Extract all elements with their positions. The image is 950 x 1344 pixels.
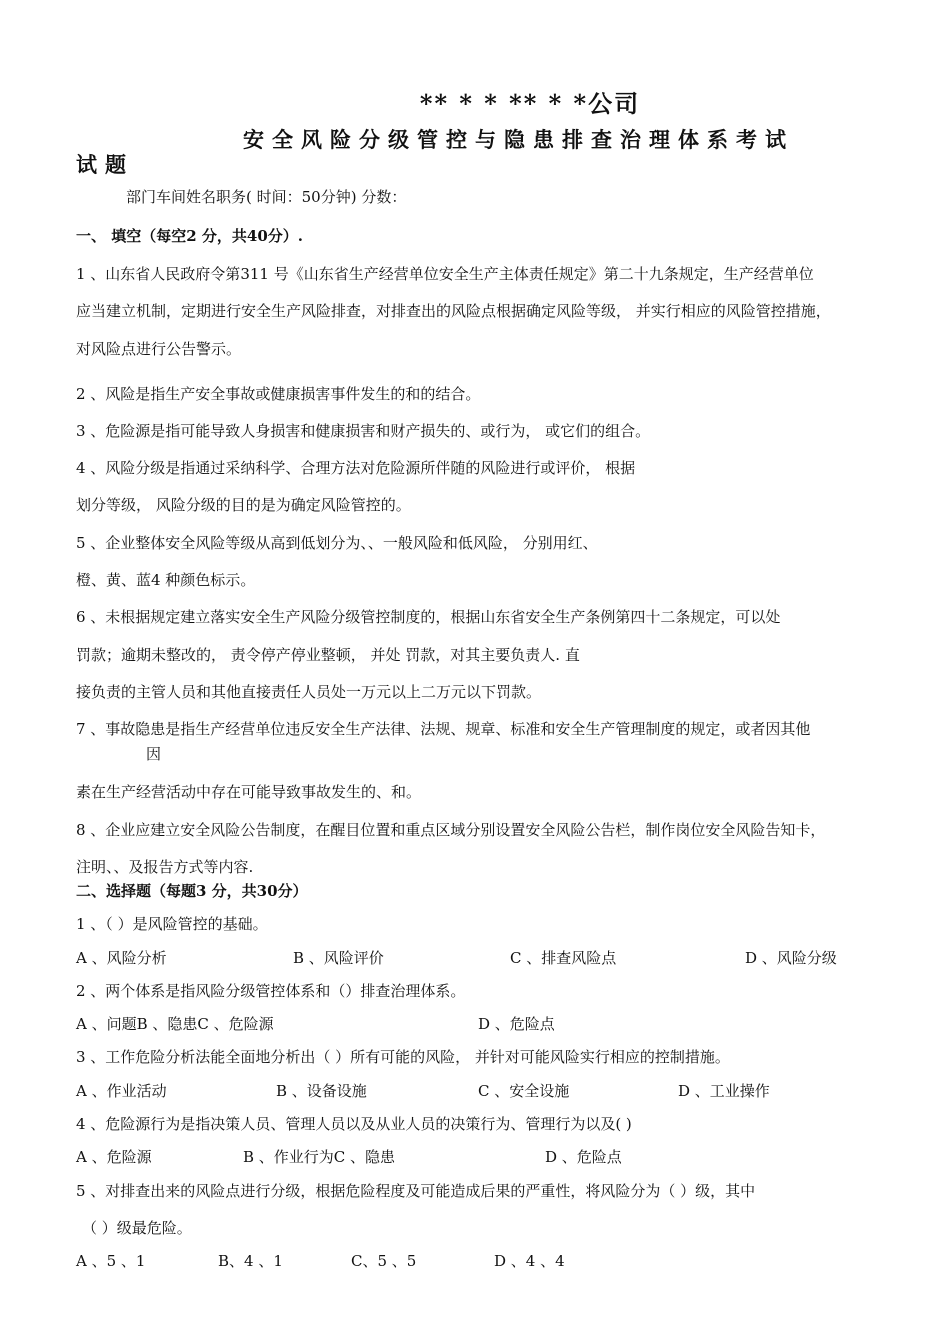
question-2: 2 、两个体系是指风险分级管控体系和（）排查治理体系。 <box>76 982 466 1000</box>
fill-line: 注明、、及报告方式等内容. <box>76 858 254 876</box>
exam-title-line1: 安全风险分级管控与隐患排查治理体系考试 <box>243 127 794 152</box>
fill-line: 接负责的主管人员和其他直接责任人员处一万元以上二万元以下罚款。 <box>76 683 542 701</box>
q3-option-c: C 、安全设施 <box>478 1082 570 1100</box>
q2-option-d: D 、危险点 <box>478 1015 555 1033</box>
question-1: 1 、（ ）是风险管控的基础。 <box>76 915 268 933</box>
fill-line: 2 、风险是指生产安全事故或健康损害事件发生的和的结合。 <box>76 385 481 403</box>
fill-line: 因 <box>146 745 162 763</box>
question-5: 5 、对排查出来的风险点进行分级，根据危险程度及可能造成后果的严重性，将风险分为（ ）级，其中 <box>76 1182 756 1200</box>
q4-option-a: A 、危险源 <box>76 1148 152 1166</box>
exam-info-line: 部门车间姓名职务( 时间：50分钟) 分数： <box>126 188 407 206</box>
q3-option-b: B 、设备设施 <box>276 1082 367 1100</box>
q5-option-b: B、4 、1 <box>218 1252 283 1270</box>
fill-line: 对风险点进行公告警示。 <box>76 340 242 358</box>
company-name: ** * * ** * *公司 <box>419 89 641 118</box>
q5-option-c: C、5 、5 <box>351 1252 417 1270</box>
q1-option-c: C 、排查风险点 <box>510 949 617 967</box>
fill-line: 3 、危险源是指可能导致人身损害和健康损害和财产损失的、或行为， 或它们的组合。 <box>76 422 651 440</box>
fill-line: 4 、风险分级是指通过采纳科学、合理方法对危险源所伴随的风险进行或评价， 根据 <box>76 459 636 477</box>
fill-line: 罚款；逾期未整改的， 责令停产停业整顿， 并处 罚款，对其主要负责人. 直 <box>76 646 580 664</box>
fill-line: 6 、未根据规定建立落实安全生产风险分级管控制度的，根据山东省安全生产条例第四十二条规定，可以处 <box>76 608 781 626</box>
q4-options-bc: B 、作业行为C 、隐患 <box>243 1148 396 1166</box>
q4-option-d: D 、危险点 <box>545 1148 622 1166</box>
q3-option-d: D 、工业操作 <box>678 1082 770 1100</box>
question-3: 3 、工作危险分析法能全面地分析出（ ）所有可能的风险， 并针对可能风险实行相应的控制措施。 <box>76 1048 730 1066</box>
q2-options-abc: A 、问题B 、隐患C 、危险源 <box>76 1015 274 1033</box>
section2-heading: 二、选择题（每题3 分，共30分） <box>76 882 308 900</box>
fill-line: 1 、山东省人民政府令第311 号《山东省生产经营单位安全生产主体责任规定》第二十九条规定，生产经营单位 <box>76 265 814 283</box>
fill-line: 橙、黄、蓝4 种颜色标示。 <box>76 571 256 589</box>
exam-title-line2: 试题 <box>76 152 134 177</box>
q1-option-a: A 、风险分析 <box>76 949 167 967</box>
q3-option-a: A 、作业活动 <box>76 1082 167 1100</box>
q1-option-b: B 、风险评价 <box>293 949 384 967</box>
question-4: 4 、危险源行为是指决策人员、管理人员以及从业人员的决策行为、管理行为以及( ) <box>76 1115 632 1133</box>
fill-line: 素在生产经营活动中存在可能导致事故发生的、和。 <box>76 783 422 801</box>
q5-option-a: A 、5 、1 <box>76 1252 146 1270</box>
fill-line: 应当建立机制，定期进行安全生产风险排查，对排查出的风险点根据确定风险等级， 并实行相应的风险管控措施， <box>76 302 831 320</box>
question-5-continued: （ ）级最危险。 <box>82 1219 192 1237</box>
fill-line: 8 、企业应建立安全风险公告制度，在醒目位置和重点区域分别设置安全风险公告栏，制作岗位安全风险告知卡， <box>76 821 826 839</box>
fill-line: 划分等级， 风险分级的目的是为确定风险管控的。 <box>76 496 411 514</box>
q1-option-d: D 、风险分级 <box>745 949 837 967</box>
section1-heading: 一、 填空（每空2 分，共40分）. <box>76 227 303 245</box>
fill-line: 7 、事故隐患是指生产经营单位违反安全生产法律、法规、规章、标准和安全生产管理制度的规定，或者因其他 <box>76 720 811 738</box>
fill-line: 5 、企业整体安全风险等级从高到低划分为、、一般风险和低风险， 分别用红、 <box>76 534 598 552</box>
q5-option-d: D 、4 、4 <box>494 1252 565 1270</box>
